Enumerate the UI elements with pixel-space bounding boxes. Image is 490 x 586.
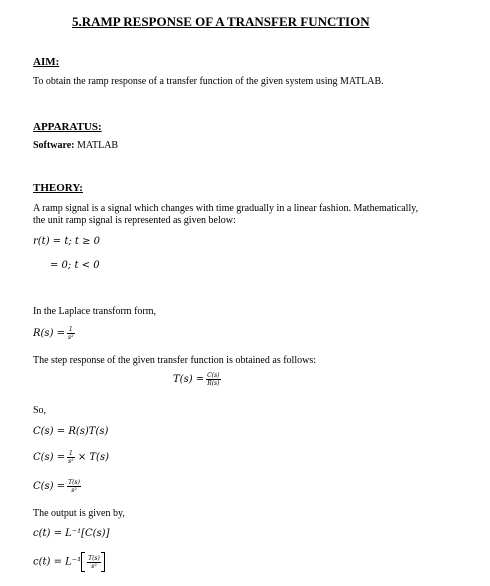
c2-den: s² [68, 458, 74, 465]
ts-fraction [206, 372, 220, 387]
c-equation-3 [33, 479, 81, 494]
so-text: So, [33, 405, 47, 416]
o2-lhs: c(t) = L⁻¹ [33, 556, 82, 568]
aim-heading: AIM: [33, 56, 60, 68]
ts-equation [173, 372, 221, 387]
o2-den: s² [91, 562, 97, 570]
rs-num: 1 [68, 326, 73, 333]
software-value: MATLAB [76, 140, 119, 151]
c2-fraction [67, 450, 74, 465]
software-label: Software: [33, 140, 75, 151]
laplace-intro: In the Laplace transform form, [33, 306, 157, 317]
c2-num: 1 [68, 450, 73, 457]
ts-num: C(s) [207, 372, 220, 379]
o2-num: T(s) [88, 554, 100, 562]
right-bracket [101, 552, 105, 572]
left-bracket [81, 552, 85, 572]
software-line [33, 140, 118, 152]
step-text: The step response of the given transfer function is obtained as follows: [33, 355, 316, 366]
c3-den: s² [71, 487, 77, 494]
theory-line2: the unit ramp signal is represented as given below: [33, 215, 236, 226]
output-text: The output is given by, [33, 508, 125, 519]
output-equation-1: c(t) = L⁻¹[C(s)] [33, 528, 110, 539]
c3-lhs: C(s) = [33, 481, 66, 492]
theory-line1: A ramp signal is a signal which changes with time gradually in a linear fashion. Mathematically, [33, 203, 419, 214]
c-equation-2 [33, 450, 109, 465]
c2-rhs: × T(s) [77, 452, 109, 463]
rs-fraction [67, 326, 74, 341]
rs-den: s² [68, 334, 74, 341]
c3-num: T(s) [68, 479, 80, 486]
aim-text: To obtain the ramp response of a transfer function of the given system using MATLAB. [33, 76, 384, 87]
ramp-equation-2: = 0; t < 0 [50, 260, 100, 271]
ts-den: R(s) [207, 380, 220, 387]
ts-lhs: T(s) = [173, 374, 205, 385]
c3-fraction [67, 479, 81, 494]
output-equation-2 [33, 552, 105, 572]
apparatus-heading: APPARATUS: [33, 121, 102, 133]
c-equation-1: C(s) = R(s)T(s) [33, 426, 109, 437]
rs-equation [33, 326, 75, 341]
o2-fraction [87, 555, 101, 570]
ramp-equation-1: r(t) = t; t ≥ 0 [33, 236, 101, 247]
c2-lhs: C(s) = [33, 452, 66, 463]
page-title: 5.RAMP RESPONSE OF A TRANSFER FUNCTION [72, 14, 370, 29]
theory-heading: THEORY: [33, 182, 83, 194]
rs-lhs: R(s) = [33, 328, 66, 339]
